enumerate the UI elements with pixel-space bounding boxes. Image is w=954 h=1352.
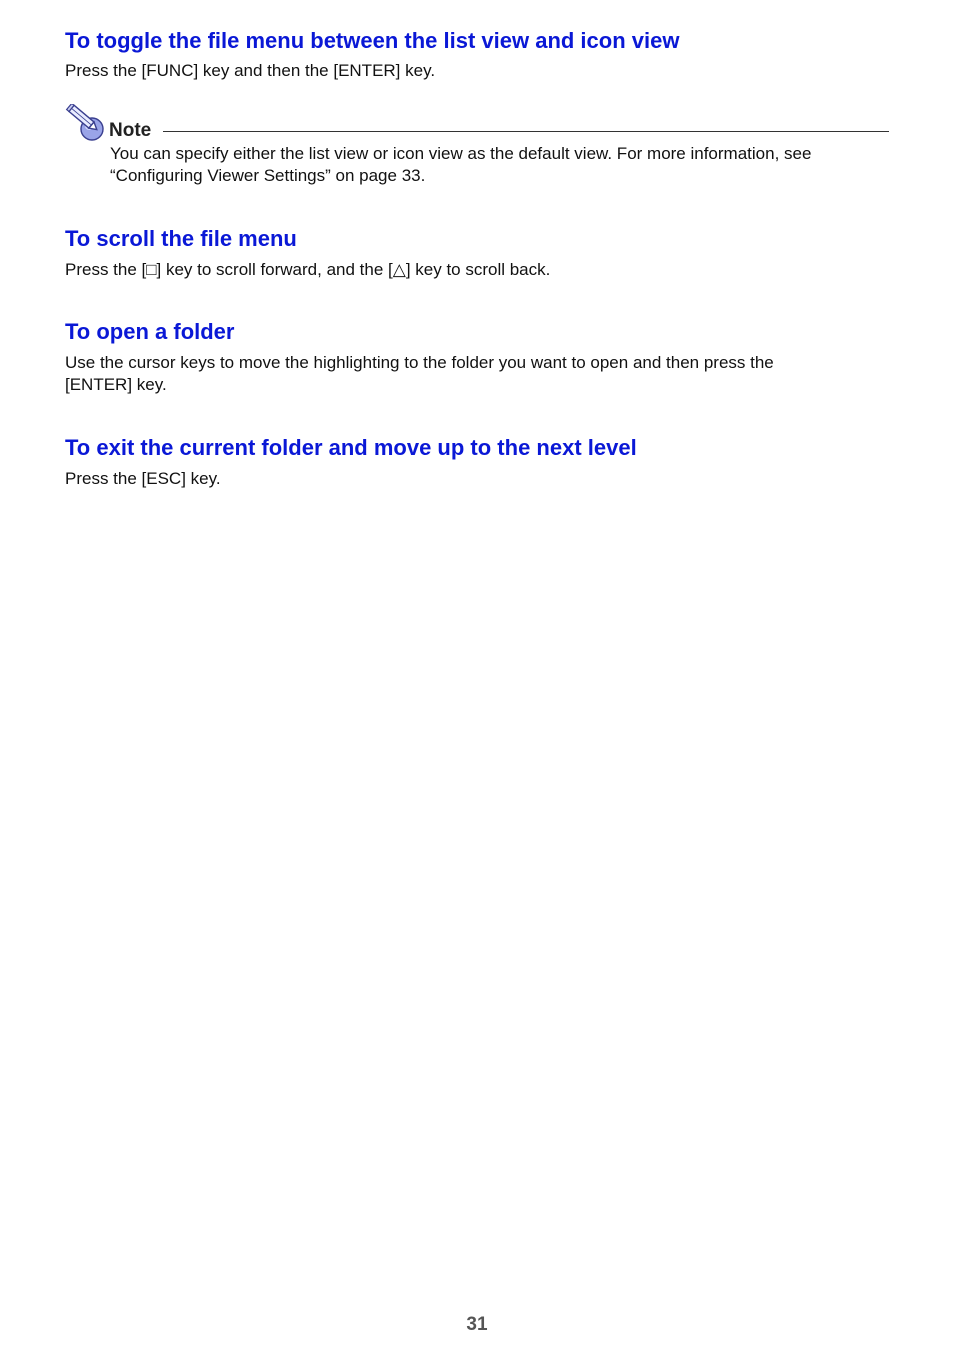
section-heading-scroll-menu: To scroll the file menu [65,226,297,251]
section-body-scroll-menu: Press the [□] key to scroll forward, and the [△] key to scroll back. [65,260,551,279]
page-number: 31 [466,1314,488,1335]
section-heading-exit-folder: To exit the current folder and move up to the next level [65,435,637,460]
note-divider [163,131,889,132]
section-heading-toggle-view: To toggle the file menu between the list view and icon view [65,28,680,53]
section-body-exit-folder: Press the [ESC] key. [65,469,221,488]
section-body-toggle-view: Press the [FUNC] key and then the [ENTER] key. [65,61,436,80]
note-text: You can specify either the list view or icon view as the default view. For more information, see “Configuring Viewer Settings” on page 33. [110,144,812,185]
note-pencil-icon [65,104,107,144]
note-block [65,104,891,194]
note-label: Note [109,120,152,141]
section-heading-open-folder: To open a folder [65,319,235,344]
section-body-open-folder: Use the cursor keys to move the highlighting to the folder you want to open and then press the [ENTER] key. [65,353,774,394]
